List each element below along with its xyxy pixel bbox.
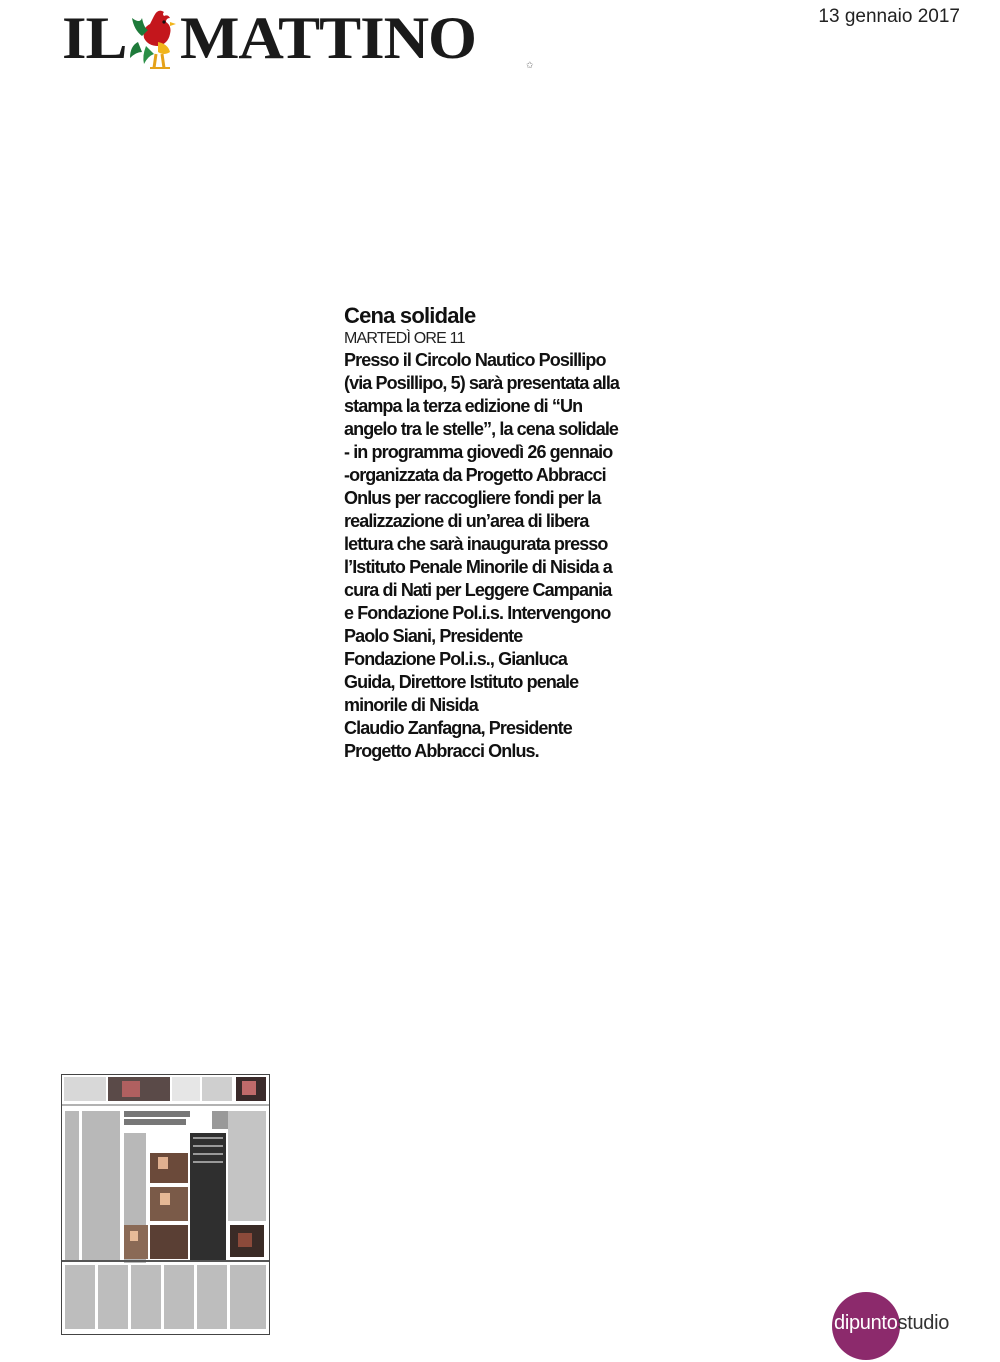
article-line: realizzazione di un’area di libera xyxy=(344,511,589,531)
article-line: Presso il Circolo Nautico Posillipo xyxy=(344,350,606,370)
article-line: angelo tra le stelle”, la cena solidale xyxy=(344,419,619,439)
logo-text-dipunto: dipunto xyxy=(834,1312,898,1334)
page-thumbnail-image xyxy=(62,1075,269,1334)
dipunto-studio-logo xyxy=(832,1288,972,1362)
rooster-icon xyxy=(128,6,184,72)
article-line: e Fondazione Pol.i.s. Intervengono xyxy=(344,603,611,623)
article-body xyxy=(344,349,674,763)
article xyxy=(344,303,674,763)
article-line: Paolo Siani, Presidente xyxy=(344,626,523,646)
article-line: stampa la terza edizione di “Un xyxy=(344,396,583,416)
article-title: Cena solidale xyxy=(344,303,476,328)
masthead-mattino: MATTINO xyxy=(180,5,477,71)
article-line: Progetto Abbracci Onlus. xyxy=(344,741,539,761)
article-line: - in programma giovedì 26 gennaio xyxy=(344,442,613,462)
article-line: Claudio Zanfagna, Presidente xyxy=(344,718,572,738)
publication-date: 13 gennaio 2017 xyxy=(818,6,960,27)
article-line: Onlus per raccogliere fondi per la xyxy=(344,488,601,508)
masthead-il: IL xyxy=(62,5,127,71)
page-thumbnail xyxy=(61,1074,270,1335)
logo-text xyxy=(834,1312,949,1335)
article-line: (via Posillipo, 5) sarà presentata alla xyxy=(344,373,620,393)
logo-text-studio: studio xyxy=(897,1312,950,1334)
article-line: Guida, Direttore Istituto penale xyxy=(344,672,579,692)
article-line: l’Istituto Penale Minorile di Nisida a xyxy=(344,557,612,577)
article-time: MARTEDÌ ORE 11 xyxy=(344,330,465,347)
article-line: minorile di Nisida xyxy=(344,695,478,715)
article-line: -organizzata da Progetto Abbracci xyxy=(344,465,606,485)
star-icon: ✩ xyxy=(526,60,534,70)
article-line: Fondazione Pol.i.s., Gianluca xyxy=(344,649,567,669)
article-line: lettura che sarà inaugurata presso xyxy=(344,534,608,554)
masthead-logo xyxy=(62,6,532,70)
article-line: cura di Nati per Leggere Campania xyxy=(344,580,612,600)
